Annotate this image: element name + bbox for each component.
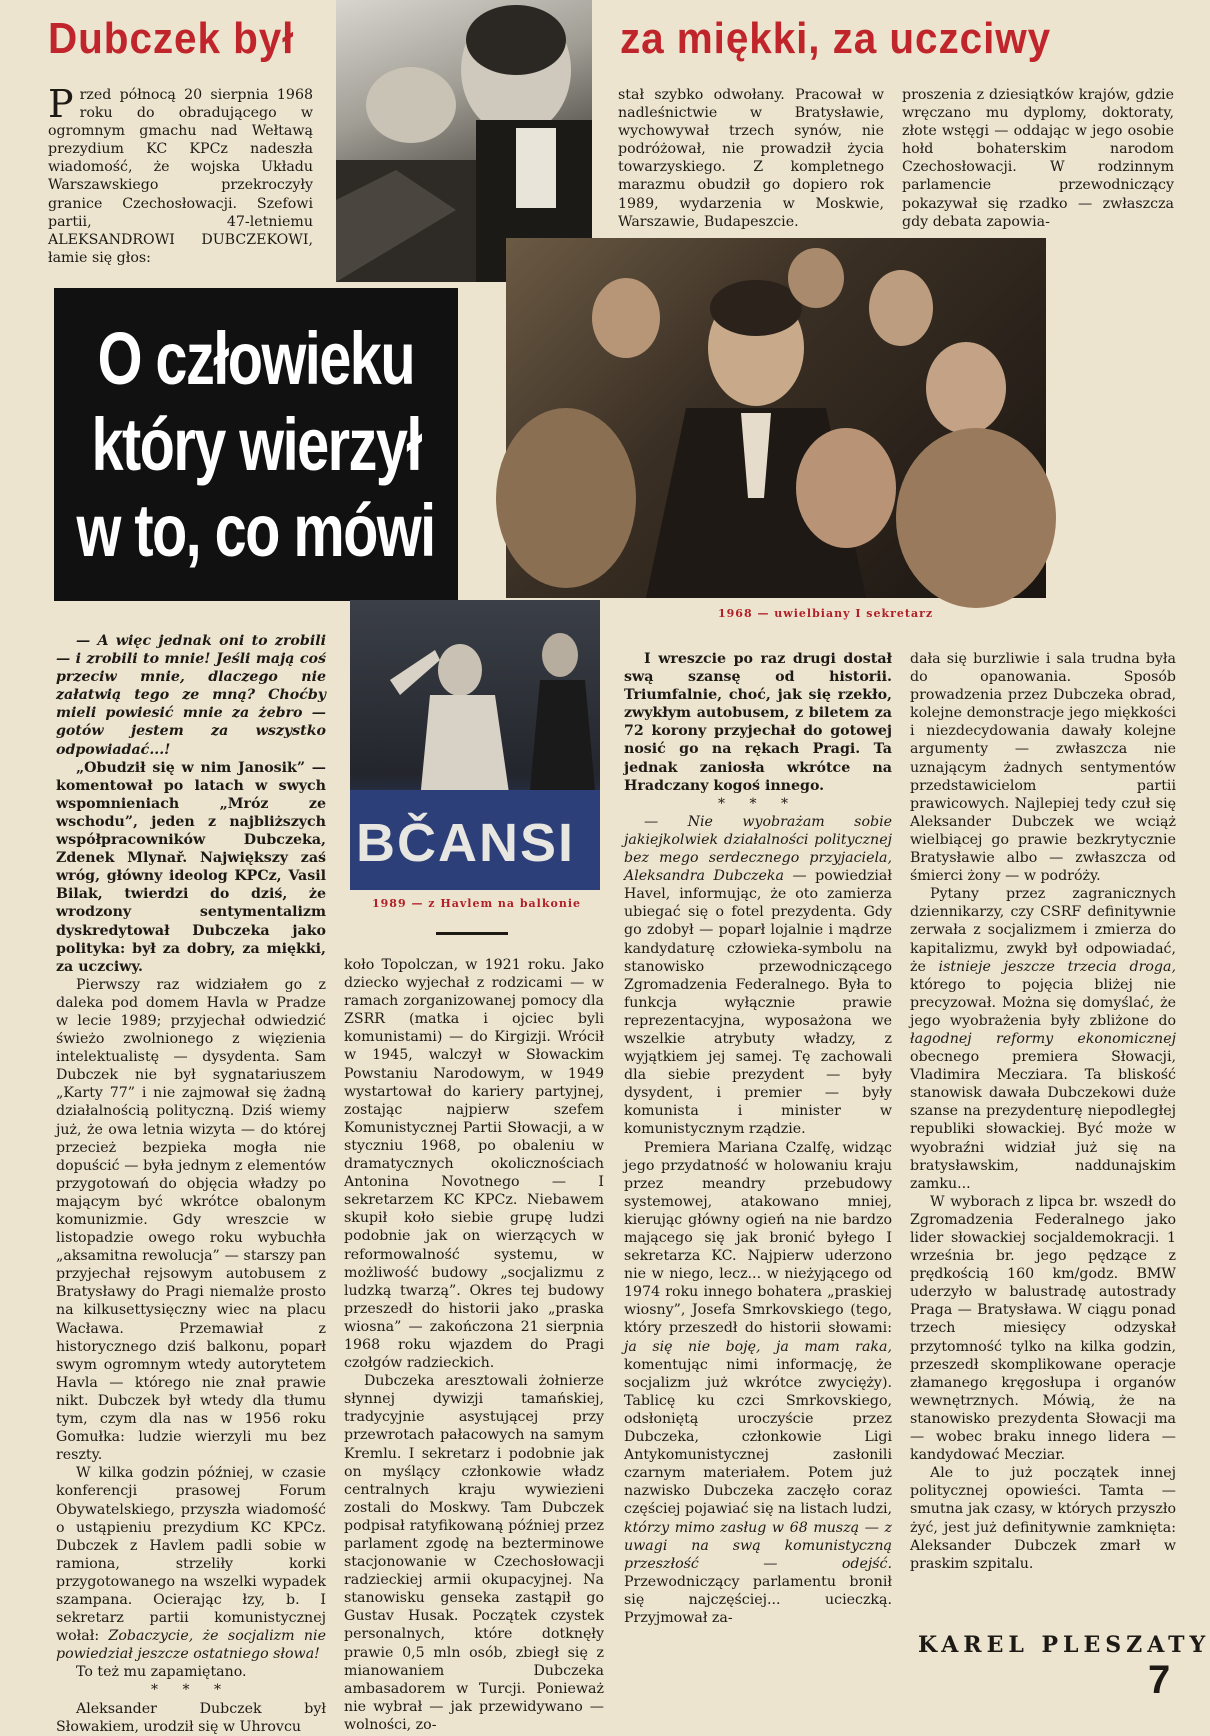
col3-p3-quote2: którzy mimo zasług w 68 muszą — z uwagi na swą komunistyczną przeszłość — odejść. (624, 1519, 892, 1572)
col3-p3-quote: ja się nie boję, ja mam raka, (624, 1338, 892, 1355)
balcony-1989-photo (350, 600, 600, 890)
column-1 (56, 632, 326, 1735)
col2-p1: koło Topolczan, w 1921 roku. Jako dziecko wyjechał z rodzicami — w ramach zorganizowanej pomocy dla ZSRR (matka i ojciec byli komunistami) — do Kirgizji. Wrócił w 1945, walczył w Słowackim Powstaniu Narodowym, w 1949 wystartował do kariery partyjnej, zostając najpierw szefem Komunistycznej Partii Słowacji, a w styczniu 1968, po obaleniu w dramatycznych okolicznościach Antonina Novotnego — I sekretarzem KC KPCz. Niebawem skupił koło siebie grupę ludzi podobnie jak on wierzących w reformowalność systemu, w możliwość budowy „socjalizmu z ludzką twarzą”. Okres tej budowy przeszedł do historii jako „praska wiosna” — zakończona 21 sierpnia 1968 roku wjazdem do Pragi czołgów radzieckich. (344, 957, 604, 1372)
col1-p3-quote: Zobaczycie, że socjalizm nie powiedział jeszcze ostatniego słowa! (56, 1628, 326, 1663)
banner-text: BČANSI (356, 813, 576, 873)
col1-p3 (56, 1464, 326, 1663)
top-column-3 (902, 86, 1174, 230)
title-line-3: w to, co mówi (76, 488, 436, 572)
caption-1989: 1989 — z Havlem na balkonie (372, 897, 581, 910)
col3-p2 (624, 813, 892, 1139)
crowd-illustration (506, 238, 1046, 598)
top-column-2 (618, 86, 884, 230)
col1-p3-text: W kilka godzin później, w czasie konferencji prasowej Forum Obywatelskiego, przyszła wiadomość o ustąpieniu prezydium KC KPCz. Dubczek z Havlem padli sobie w ramiona, strzeliły korki przygotowanego na wszelki wypadek szampana. Ocierając łzy, b. I sekretarz partii komunistycznej wołał: (56, 1465, 326, 1645)
article-title-box (54, 288, 458, 601)
caption-1968: 1968 — uwielbiany I sekretarz (718, 607, 934, 620)
divider (436, 932, 508, 935)
col4-p2 (910, 885, 1176, 1193)
col3-p1: I wreszcie po raz drugi dostał swą szansę od historii. Triumfalnie, choć, jak się rzekło, zwykłym autobusem, z biletem za 72 korony przyjechał do gotowej nosić go na rękach Pragi. Ta jednak zaniosła wkrótce na Hradczany kogoś innego. (624, 651, 892, 794)
col4-p2b-text: którego to pojęcia bliżej nie precyzował. Można się domyślać, że jego wyobrażenia były zbliżone do (910, 976, 1176, 1029)
col4-p2-italic: istnieje jeszcze trzecia droga, (938, 958, 1176, 975)
col3-p3b-text: komentując nimi informację, że socjalizm już wkrótce zwycięży). Tablicę ku czci Smrkovskiego, odsłoniętą uroczyście przez Dubczeka, członkowie Ligi Antykomunistycznej zasłonili czarnym materiałem. Potem już nazwisko Dubczeka zaczęło coraz częściej pojawiać się na listach ludzi, (624, 1356, 892, 1518)
column-3 (624, 650, 892, 1686)
intro-column (48, 82, 313, 266)
col3-stars: * * * (718, 795, 798, 812)
col4-p2-text: Pytany przez zagranicznych dziennikarzy, czy CSRF definitywnie zerwała z socjalizmem i zmierza do kapitalizmu, zwykł był odpowiadać, że (910, 886, 1176, 975)
headline-left: Dubczek był (48, 14, 295, 63)
col4-p2c-text: obecnego premiera Słowacji, Vladimira Mecziara. Ta bliskość stanowisk dawała Dubczekowi duże szanse na prezydenturę niepodległej republiki słowackiej. Być może w wyobraźni widział już się na bratysławskim, naddunajskim zamku... (910, 1049, 1176, 1192)
col1-p5: Aleksander Dubczek był Słowakiem, urodził się w Uhrovcu (56, 1700, 326, 1735)
intro-text: rzed północą 20 sierpnia 1968 roku do obradującego w ogromnym gmachu nad Wełtawą prezydium KC KPCz nadeszła wiadomość, że wojska Układu Warszawskiego przekroczyły granice Czechosłowacji. Szefowi partii, 47-letniemu ALEKSANDROWI DUBCZEKOWI, łamie się głos: (48, 87, 313, 266)
col4-p2-italic2: łagodnej reformy ekonomicznej (910, 1030, 1176, 1047)
col1-stars: * * * (151, 1682, 231, 1699)
col3-p2-text: — powiedział Havel, informując, że oto zamierza ubiegać się o fotel prezydenta. Gdy go zdobył — poparł lojalnie i mądrze kandydaturę człowieka-symbolu na stanowisko przewodniczącego Zgromadzenia Federalnego. Była to funkcja wyłącznie prawie reprezentacyjna, wyposażona we wszelkie atrybuty władzy, z wyjątkiem jej samej. Tę zachowali dla siebie prezydent — były dysydent, i premier — były komunista i minister w komunistycznym rządzie. (624, 868, 892, 1138)
title-line-2: który wierzył (91, 402, 421, 486)
col4-p1: dała się burzliwie i sala trudna była do opanowania. Sposób prowadzenia przez Dubczeka obrad, kolejne demonstracje jego miękkości i niezdecydowania dawały kolejne argumenty — zwłaszcza nie uznającym żadnych sentymentów przedstawicielom partii prawicowych. Najlepiej tedy czuł się Aleksander Dubczek we wciąż wielbiącej go prawie bezkrytycznie Bratysławie albo — zwłaszcza od śmierci żony — w podróży. (910, 651, 1176, 885)
col1-p4: To też mu zapamiętano. (76, 1664, 247, 1681)
column-2 (344, 956, 604, 1733)
col1-p2: Pierwszy raz widziałem go z daleka pod domem Havla w Pradze w lecie 1989; przyjechał odwiedzić świeżo zwolnionego z więzienia intelektualistę — dysydenta. Sam Dubczek nie był sygnatariuszem „Karty 77” i nie zajmował się żadną działalnością polityczną. Dziś wiemy już, że owa letnia wizyta — do której przecież bezpieka mogła nie dopuścić — była jednym z elementów przygotowań do objęcia władzy po mającym być wkrótce obalonym komunizmie. Gdy wreszcie w listopadzie owego roku wybuchła „aksamitna rewolucja” — starszy pan przyjechał rejsowym autobusem z Bratysławy do Pragi niemalże prosto na kilkusettysięczny wiec na placu Wacława. Przemawiał z historycznego dziś balkonu, poparł swym ogromnym wtedy autorytetem Havla — którego nie znał prawie nikt. Dubczek był wtedy dla tłumu tym, czym dla nas w 1956 roku Gomułka: ludzie wierzyli mu bez reszty. (56, 976, 326, 1464)
top-col3-text: proszenia z dziesiątków krajów, gdzie wręczano mu dyplomy, doktoraty, złote wstęgi — oddając w jego osobie hołd bohaterskim narodom Czechosłowacji. W rodzinnym parlamencie przewodniczący pokazywał się rzadko — zwłaszcza gdy debata zapowia- (902, 87, 1174, 230)
col3-p3-text: Premiera Mariana Czalfę, widząc jego przydatność w holowaniu kraju przez meandry przebudowy systemowej, atakowano mniej, kierując główny ogień na nie bardzo mającego się jak bronić byłego I sekretarza KC. Najpierw uderzono nie w niego, lecz... w nieżyjącego od 1974 roku innego bohatera „praskiej wiosny”, Josefa Smrkovskiego (tego, który przeszedł do historii słowami: (624, 1139, 892, 1337)
col1-p1: „Obudził się w nim Janosik” — komentował po latach w swych wspomnieniach „Mróz ze wschodu”, jeden z najbliższych współpracowników Dubczeka, Zdenek Mlynař. Największy zaś wróg, główny ideolog KPCz, Vasil Bilak, twierdzi do dziś, że wrodzony sentymentalizm dyskredytował Dubczeka jako polityka: był za dobry, za miękki, za uczciwy. (56, 759, 326, 975)
page-number: 7 (1148, 1658, 1171, 1702)
column-4 (910, 650, 1176, 1622)
col4-p3: W wyborach z lipca br. wszedł do Zgromadzenia Federalnego jako lider słowackiej socjaldemokracji. 1 września br. jego pędzące z prędkością 160 km/godz. BMW uderzyło w balustradę autostrady Praga — Bratysława. W ciągu ponad trzech miesięcy odzyskał przytomność tylko na kilka godzin, przeszedł skomplikowane operacje złamanego kręgosłupa i organów wewnętrznych. Mówią, że na stanowisko prezydenta Słowacji ma — wobec braku innego lidera — kandydować Mecziar. (910, 1193, 1176, 1464)
col2-p2: Dubczeka aresztowali żołnierze słynnej dywizji tamańskiej, tradycyjnie asystującej przy przewrotach pałacowych na samym Kremlu. I sekretarz i podobnie jak on myślący członkowie władz centralnych kraju wywiezieni zostali do Moskwy. Tam Dubczek podpisał ratyfikowaną później przez parlament zgodę na bezterminowe stacjonowanie w Czechosłowacji radzieckiej armii okupacyjnej. Na stanowisku gensekа zastąpił go Gustav Husak. Początek czystek personalnych, które dotknęły prawie 0,5 mln osób, zbiegł się z mianowaniem Dubczeka ambasadorem w Turcji. Ponieważ nie wybrał — jak przewidywano — wolności, zo- (344, 1373, 604, 1733)
col1-quote: — A więc jednak oni to zrobili — i zrobili to mnie! Jeśli mają coś przeciw mnie, dlaczego nie załatwią tego ze mną? Choćby mieli powiesić mnie za żebro — gotów jestem za wszystko odpowiadać...! (56, 633, 326, 758)
author-signature: KAREL PLESZATY (918, 1632, 1210, 1658)
headline-right: za miękki, za uczciwy (620, 14, 1052, 63)
crowd-1968-photo (506, 238, 1046, 598)
title-line-1: O człowieku (97, 316, 415, 400)
col3-p2-quote: — Nie wyobrażam sobie jakiejkolwiek działalności politycznej bez mego serdecznego przyjaciela, Aleksandra Dubczeka (624, 813, 892, 885)
col3-p3c-text: Przewodniczący parlamentu bronił się najczęściej... ucieczką. Przyjmował za- (624, 1573, 892, 1626)
intro-dropcap: P (48, 82, 74, 126)
top-col2-text: stał szybko odwołany. Pracował w nadleśnictwie w Bratysławie, wychowywał trzech synów, nie podróżował, nie prowadził życia towarzyskiego. Z kompletnego marazmu obudził go dopiero rok 1989, wydarzenia w Moskwie, Warszawie, Budapeszcie. (618, 87, 884, 230)
col3-p3 (624, 1139, 892, 1628)
col4-p4: Ale to już początek innej politycznej opowieści. Tamta — smutna jak czasy, w których przyszło żyć, jest już definitywnie zamknięta: Aleksander Dubczek zmarł w praskim szpitalu. (910, 1465, 1176, 1572)
